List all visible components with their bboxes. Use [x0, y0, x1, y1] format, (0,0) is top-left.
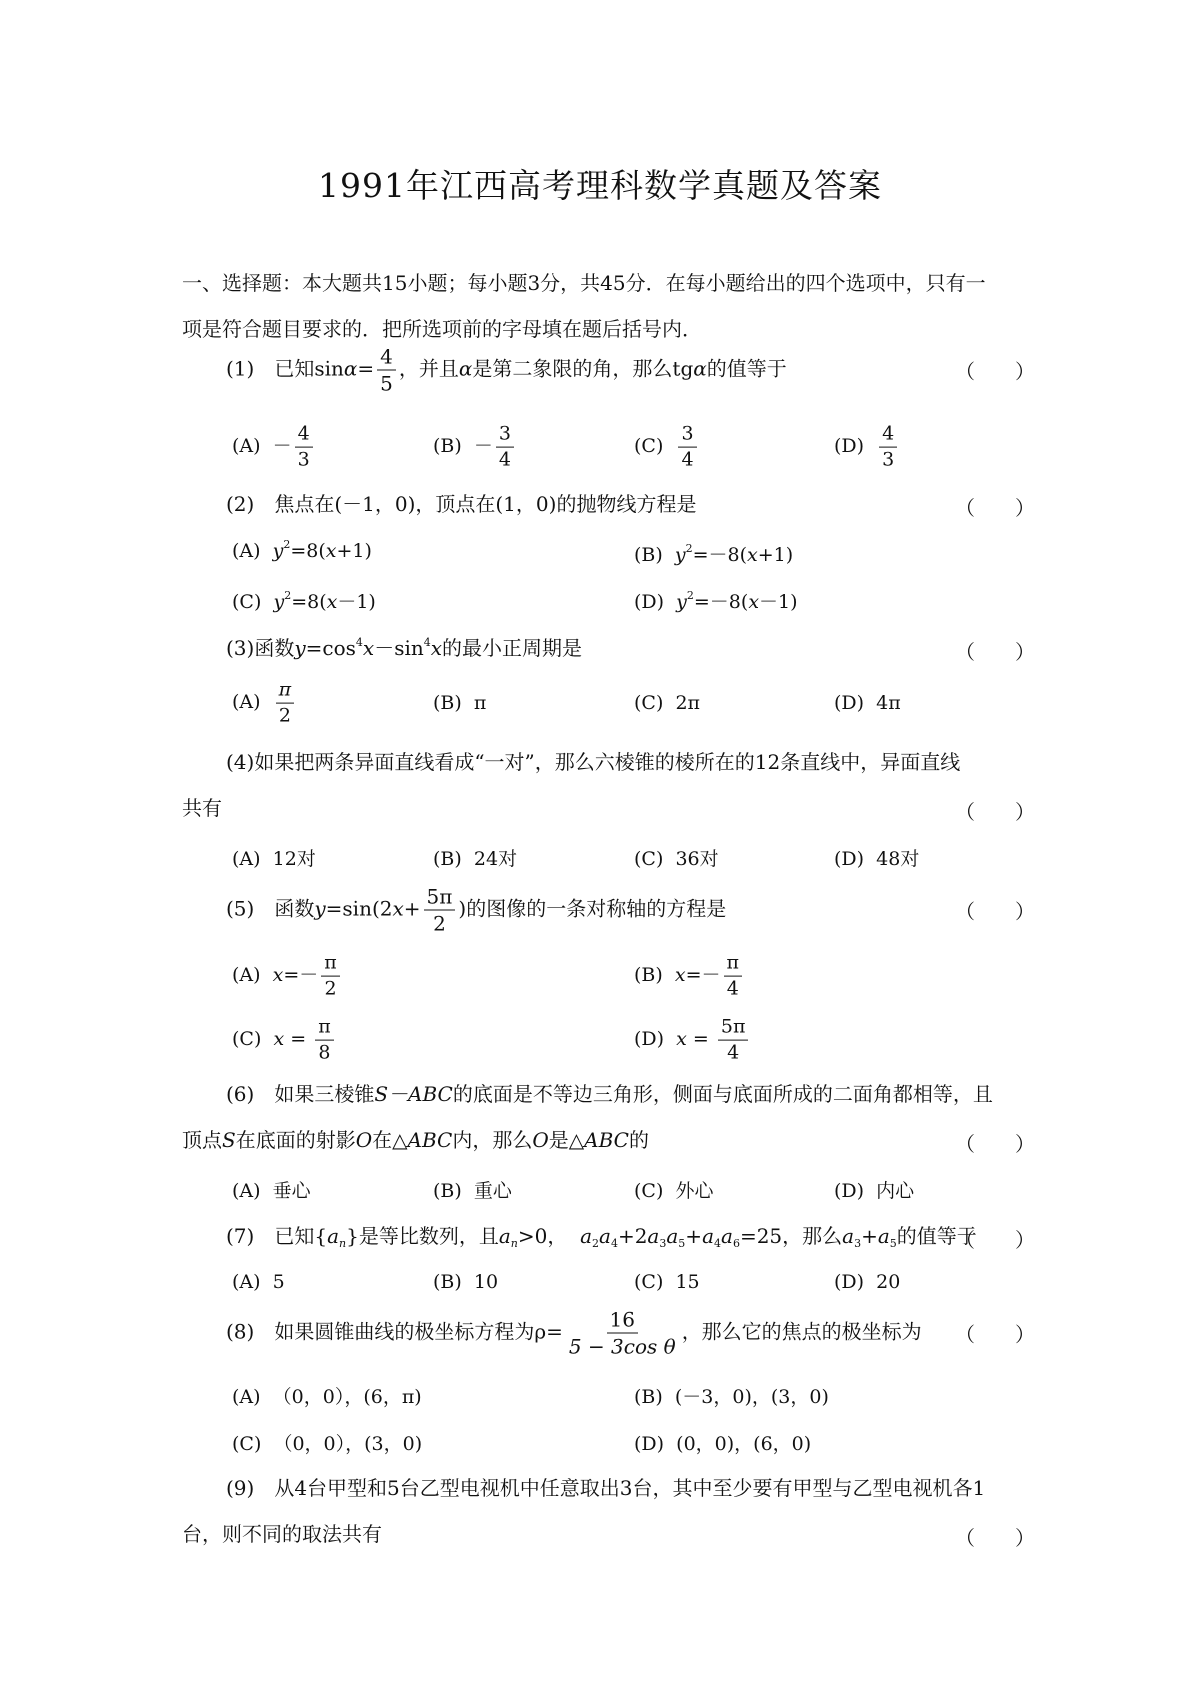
- q7-option-b: (B) 10: [433, 1271, 499, 1293]
- q6-option-b: (B) 重心: [433, 1180, 512, 1202]
- q8-option-c: (C) （0，0），(3，0): [232, 1433, 423, 1455]
- q7-term-subscript: 2: [592, 1237, 599, 1250]
- q7-term-var: a: [666, 1224, 679, 1248]
- page-title: 1991年江西高考理科数学真题及答案: [318, 166, 882, 205]
- q7-expression: [580, 1224, 977, 1248]
- q5-option-b: (B) x=－ $\frac{\pi}{4}$: [634, 953, 745, 1000]
- question-4-line-2: 共有: [182, 796, 222, 820]
- q1-option-b: (B) － $\frac{3}{4}$: [433, 424, 517, 471]
- q8-option-a: (A) （0，0），(6，π): [232, 1386, 422, 1408]
- q2-option-b: (B) $y^2=-8(x+1)$: [634, 542, 794, 566]
- q7-term-text: =25，那么: [739, 1224, 843, 1248]
- q7-option-c: (C) 15: [634, 1271, 700, 1293]
- answer-bracket-q4: （ ）: [955, 800, 1035, 824]
- q8-option-b: (B) (－3，0)，(3，0): [634, 1386, 829, 1408]
- q7-term-subscript: 4: [610, 1237, 618, 1250]
- answer-bracket-q2: （ ）: [955, 496, 1035, 520]
- q7-term-text: +: [861, 1224, 878, 1248]
- question-6-line-1: (6) 如果三棱锥S－ABC的底面是不等边三角形，侧面与底面所成的二面角都相等，且: [226, 1082, 993, 1106]
- q4-option-c: (C) 36对: [634, 848, 719, 870]
- q7-term-text: +2: [617, 1224, 648, 1248]
- q7-term-subscript: 4: [714, 1237, 721, 1250]
- q5-option-d: (D) x = $\frac{5\pi}{4}$: [634, 1017, 751, 1064]
- q1-option-a: (A) － $\frac{4}{3}$: [232, 424, 316, 471]
- q2-option-d: (D) $y^2=-8(x-1)$: [634, 589, 798, 613]
- q7-term-subscript: 5: [678, 1237, 686, 1250]
- question-5: (5) 函数y=sin(2x+ $\frac{5\pi}{2}$ )的图像的一条对称轴的方程是: [226, 884, 727, 936]
- question-9-line-2: 台，则不同的取法共有: [182, 1522, 382, 1546]
- q3-option-d: (D) 4π: [834, 692, 901, 714]
- answer-bracket-q1: （ ）: [955, 359, 1035, 384]
- section-intro-line-2: 项是符合题目要求的．把所选项前的字母填在题后括号内．: [182, 317, 702, 341]
- q7-term-subscript: 3: [854, 1237, 862, 1250]
- q7-term-subscript: 6: [732, 1237, 740, 1250]
- q2-option-c: (C) $y^2=8(x-1)$: [232, 589, 376, 613]
- q6-option-c: (C) 外心: [634, 1180, 714, 1202]
- q7-term-text: 的值等于: [896, 1224, 977, 1248]
- q3-option-c: (C) 2π: [634, 692, 701, 714]
- q5-option-c: (C) x = $\frac{\pi}{8}$: [232, 1017, 337, 1064]
- q4-option-a: (A) 12对: [232, 848, 316, 870]
- q7-term-subscript: 5: [889, 1237, 897, 1250]
- q7-term-var: a: [877, 1224, 890, 1248]
- q7-term-text: +: [685, 1224, 703, 1248]
- answer-bracket-q5: （ ）: [955, 899, 1035, 924]
- q5-option-a: (A) x=－ $\frac{\pi}{2}$: [232, 953, 343, 1000]
- q3-option-a: (A) $\frac{\pi}{2}$: [232, 680, 297, 727]
- question-9-line-1: (9) 从4台甲型和5台乙型电视机中任意取出3台，其中至少要有甲型与乙型电视机各1: [226, 1476, 986, 1500]
- question-7: (7) 已知$\{a_n\}$是等比数列，且$a_n>0$， $a_2a_4+2a_3a_5+a_4a_6=25$，那么$a_3+a_5$的值等于: [226, 1224, 977, 1250]
- q2-option-a: (A) $y^2=8(x+1)$: [232, 538, 372, 562]
- q7-term-var: a: [842, 1224, 855, 1248]
- q7-term-var: a: [580, 1224, 592, 1248]
- question-1: (1) 已知sinα= $\frac{4}{5}$ ，并且α是第二象限的角，那么tgα的值等于: [226, 344, 787, 396]
- answer-bracket-q7: （ ）: [955, 1228, 1035, 1252]
- q7-term-var: a: [647, 1224, 660, 1248]
- q3-option-b: (B) π: [433, 692, 487, 714]
- question-6-line-2: 顶点S在底面的射影O在△ABC内，那么O是△ABC的: [182, 1128, 649, 1152]
- question-4-line-1: (4)如果把两条异面直线看成“一对”，那么六棱锥的棱所在的12条直线中，异面直线: [226, 750, 961, 774]
- q1-option-c: (C) $\frac{3}{4}$: [634, 424, 700, 471]
- q6-option-d: (D) 内心: [834, 1180, 915, 1202]
- q7-term-var: a: [702, 1224, 714, 1248]
- q7-option-d: (D) 20: [834, 1271, 901, 1293]
- q7-term-var: a: [721, 1224, 733, 1248]
- answer-bracket-q3: （ ）: [955, 640, 1035, 664]
- question-2: (2) 焦点在(－1，0)，顶点在(1，0)的抛物线方程是: [226, 492, 697, 516]
- q4-option-d: (D) 48对: [834, 848, 920, 870]
- section-intro-line-1: 一、选择题：本大题共15小题；每小题3分，共45分．在每小题给出的四个选项中，只有一: [182, 271, 986, 295]
- q7-option-a: (A) 5: [232, 1271, 285, 1293]
- q4-option-b: (B) 24对: [433, 848, 518, 870]
- answer-bracket-q6: （ ）: [955, 1132, 1035, 1156]
- q7-term-subscript: 3: [659, 1237, 667, 1250]
- q1-option-d: (D) $\frac{4}{3}$: [834, 424, 900, 471]
- answer-bracket-q9: （ ）: [955, 1526, 1035, 1550]
- question-3: (3)函数$y=\cos^4x-\sin^4x$的最小正周期是: [226, 636, 583, 660]
- answer-bracket-q8: （ ）: [955, 1322, 1035, 1347]
- q6-option-a: (A) 垂心: [232, 1180, 311, 1202]
- question-8: (8) 如果圆锥曲线的极坐标方程为ρ= $\frac{16}{\text{5 − 3cos θ}}$ ，那么它的焦点的极坐标为: [226, 1307, 922, 1359]
- q8-option-d: (D) (0，0)，(6，0): [634, 1433, 812, 1455]
- q7-term-var: a: [599, 1224, 611, 1248]
